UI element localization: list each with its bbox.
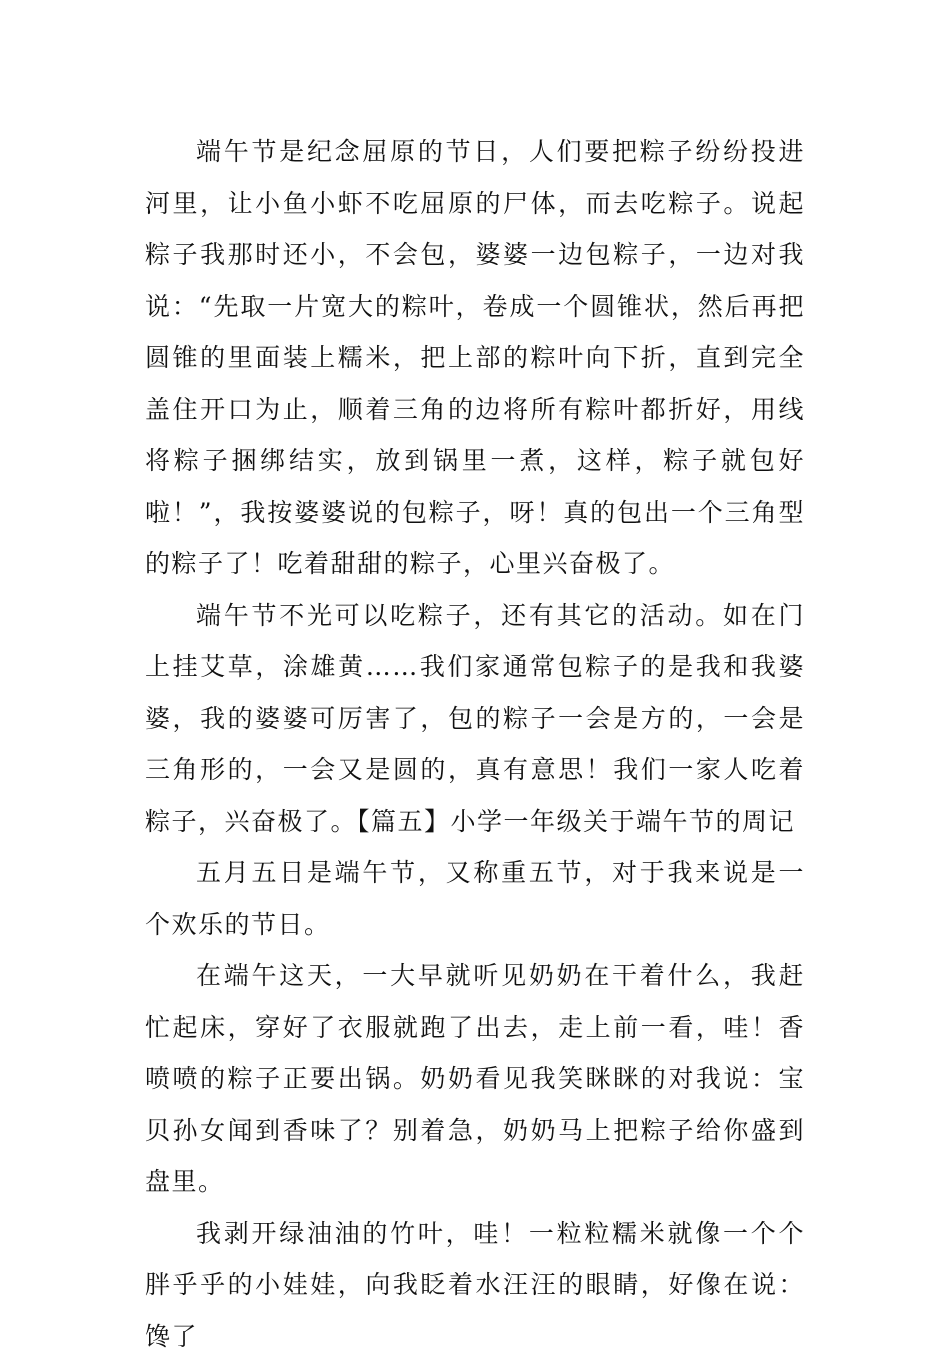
- document-body: [145, 126, 805, 1362]
- paragraph-3: 五月五日是端午节，又称重五节，对于我来说是一个欢乐的节日。: [145, 847, 805, 950]
- paragraph-1: 端午节是纪念屈原的节日，人们要把粽子纷纷投进河里，让小鱼小虾不吃屈原的尸体，而去吃粽子。说起粽子我那时还小，不会包，婆婆一边包粽子，一边对我说：“先取一片宽大的粽叶，卷成一个圆锥状，然后再把圆锥的里面装上糯米，把上部的粽叶向下折，直到完全盖住开口为止，顺着三角的边将所有粽叶都折好，用线将粽子捆绑结实，放到锅里一煮，这样，粽子就包好啦！”，我按婆婆说的包粽子，呀！真的包出一个三角型的粽子了！吃着甜甜的粽子，心里兴奋极了。: [145, 126, 805, 590]
- paragraph-5: 我剥开绿油油的竹叶，哇！一粒粒糯米就像一个个胖乎乎的小娃娃，向我眨着水汪汪的眼睛，好像在说：馋了: [145, 1208, 805, 1362]
- paragraph-2: 端午节不光可以吃粽子，还有其它的活动。如在门上挂艾草，涂雄黄……我们家通常包粽子的是我和我婆婆，我的婆婆可厉害了，包的粽子一会是方的，一会是三角形的，一会又是圆的，真有意思！我们一家人吃着粽子，兴奋极了。【篇五】小学一年级关于端午节的周记: [145, 590, 805, 848]
- paragraph-4: 在端午这天，一大早就听见奶奶在干着什么，我赶忙起床，穿好了衣服就跑了出去，走上前一看，哇！香喷喷的粽子正要出锅。奶奶看见我笑眯眯的对我说：宝贝孙女闻到香味了？别着急，奶奶马上把粽子给你盛到盘里。: [145, 950, 805, 1208]
